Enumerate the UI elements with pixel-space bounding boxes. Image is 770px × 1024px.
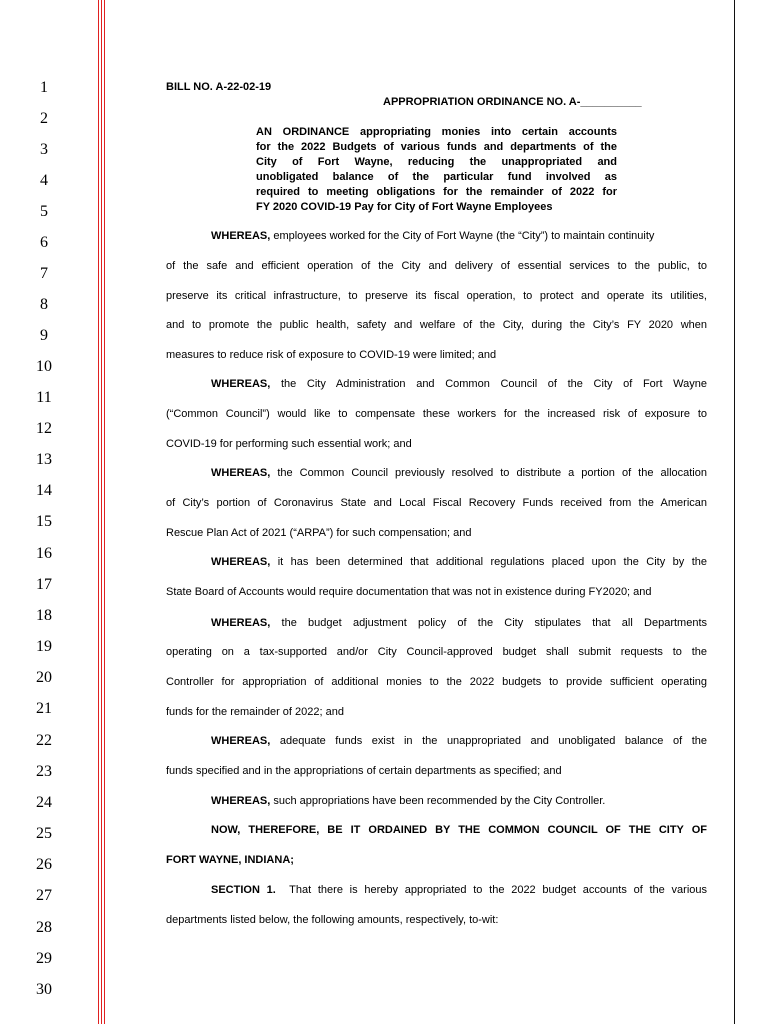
ordinance-title	[256, 125, 617, 215]
title-line: for the 2022 Budgets of various funds and departments of the	[256, 141, 617, 153]
recital-2-line-1	[211, 378, 707, 391]
line-number: 24	[36, 794, 52, 811]
line-number: 11	[36, 389, 52, 406]
line-number: 20	[36, 669, 52, 686]
line-number: 9	[40, 327, 48, 344]
recital-text: adequate funds exist in the unappropriated and unobligated balance of the	[279, 735, 708, 747]
title-line: required to meeting obligations for the remainder of 2022 for	[256, 186, 617, 198]
line-number: 27	[36, 887, 52, 904]
line-number: 19	[36, 638, 52, 655]
recital-4-line-2: State Board of Accounts would require documentation that was not in existence during FY2020; and	[166, 586, 652, 598]
section-1-line-2: departments listed below, the following amounts, respectively, to-wit:	[166, 914, 499, 926]
ordaining-clause-line-2: FORT WAYNE, INDIANA;	[166, 854, 294, 866]
line-number: 29	[36, 950, 52, 967]
whereas-label: WHEREAS,	[211, 735, 271, 747]
line-number: 14	[36, 482, 52, 499]
title-line: FY 2020 COVID-19 Pay for City of Fort Wayne Employees	[256, 201, 553, 213]
recital-5-line-1	[211, 617, 707, 630]
recital-text: the City Administration and Common Council of the City of Fort Wayne	[280, 378, 707, 390]
line-number: 22	[36, 732, 52, 749]
left-margin-rule-2	[101, 0, 102, 1024]
whereas-label: WHEREAS,	[211, 378, 271, 390]
recital-text: the Common Council previously resolved to distribute a portion of the allocation	[277, 467, 707, 479]
recital-7-line-1	[211, 795, 605, 808]
line-number: 16	[36, 545, 52, 562]
whereas-label: WHEREAS,	[211, 617, 271, 629]
recital-5-line-2: operating on a tax-supported and/or City Council-approved budget shall submit requests to the	[166, 646, 707, 658]
recital-text: employees worked for the City of Fort Wayne (the “City”) to maintain continuity	[273, 230, 655, 242]
recital-text: such appropriations have been recommended by the City Controller.	[273, 795, 606, 807]
recital-1-line-3: preserve its critical infrastructure, to preserve its fiscal operation, to protect and operate its utilities,	[166, 290, 707, 302]
line-number: 23	[36, 763, 52, 780]
line-number: 25	[36, 825, 52, 842]
recital-text: the budget adjustment policy of the City stipulates that all Departments	[281, 617, 707, 629]
bill-number: BILL NO. A-22-02-19	[166, 81, 272, 93]
line-number: 8	[40, 296, 48, 313]
line-number: 28	[36, 919, 52, 936]
line-number: 30	[36, 981, 52, 998]
line-number: 1	[40, 79, 48, 96]
line-number: 12	[36, 420, 52, 437]
recital-3-line-3: Rescue Plan Act of 2021 (“ARPA”) for such compensation; and	[166, 527, 472, 539]
recital-1-line-5: measures to reduce risk of exposure to COVID-19 were limited; and	[166, 349, 497, 361]
section-label: SECTION 1.	[211, 884, 276, 896]
line-number: 2	[40, 110, 48, 127]
recital-1-line-2: of the safe and efficient operation of the City and delivery of essential services to the public, to	[166, 260, 707, 272]
left-margin-rule-1	[98, 0, 99, 1024]
whereas-label: WHEREAS,	[211, 556, 271, 568]
recital-2-line-2: (“Common Council”) would like to compensate these workers for the increased risk of exposure to	[166, 408, 707, 420]
title-line: AN ORDINANCE appropriating monies into certain accounts	[256, 126, 617, 138]
recital-text: it has been determined that additional regulations placed upon the City by the	[277, 556, 707, 568]
whereas-label: WHEREAS,	[211, 230, 271, 242]
line-number: 13	[36, 451, 52, 468]
recital-4-line-1	[211, 556, 707, 569]
line-number: 7	[40, 265, 48, 282]
line-number: 18	[36, 607, 52, 624]
title-line: unobligated balance of the particular fund involved as	[256, 171, 617, 183]
recital-3-line-1	[211, 467, 707, 480]
recital-1-line-1	[211, 230, 654, 243]
recital-5-line-3: Controller for appropriation of additional monies to the 2022 budgets to provide sufficient operating	[166, 676, 707, 688]
line-number: 6	[40, 234, 48, 251]
section-text: That there is hereby appropriated to the 2022 budget accounts of the various	[289, 884, 707, 896]
recital-6-line-2: funds specified and in the appropriations of certain departments as specified; and	[166, 765, 562, 777]
line-number: 26	[36, 856, 52, 873]
ordinance-number: APPROPRIATION ORDINANCE NO. A-__________	[383, 96, 642, 108]
recital-5-line-4: funds for the remainder of 2022; and	[166, 706, 344, 718]
recital-2-line-3: COVID-19 for performing such essential work; and	[166, 438, 412, 450]
ordaining-clause-line-1: NOW, THEREFORE, BE IT ORDAINED BY THE COMMON COUNCIL OF THE CITY OF	[211, 824, 707, 836]
line-number: 15	[36, 513, 52, 530]
whereas-label: WHEREAS,	[211, 795, 271, 807]
right-margin-rule	[734, 0, 735, 1024]
line-number: 4	[40, 172, 48, 189]
left-margin-rule-3	[104, 0, 105, 1024]
line-number: 5	[40, 203, 48, 220]
line-number: 10	[36, 358, 52, 375]
whereas-label: WHEREAS,	[211, 467, 271, 479]
line-number: 17	[36, 576, 52, 593]
recital-6-line-1	[211, 735, 707, 748]
section-1-line-1	[211, 884, 707, 897]
recital-3-line-2: of City’s portion of Coronavirus State and Local Fiscal Recovery Funds received from the American	[166, 497, 707, 509]
recital-1-line-4: and to promote the public health, safety and welfare of the City, during the City’s FY 2020 when	[166, 319, 707, 331]
line-number: 3	[40, 141, 48, 158]
line-number: 21	[36, 700, 52, 717]
title-line: City of Fort Wayne, reducing the unappropriated and	[256, 156, 617, 168]
